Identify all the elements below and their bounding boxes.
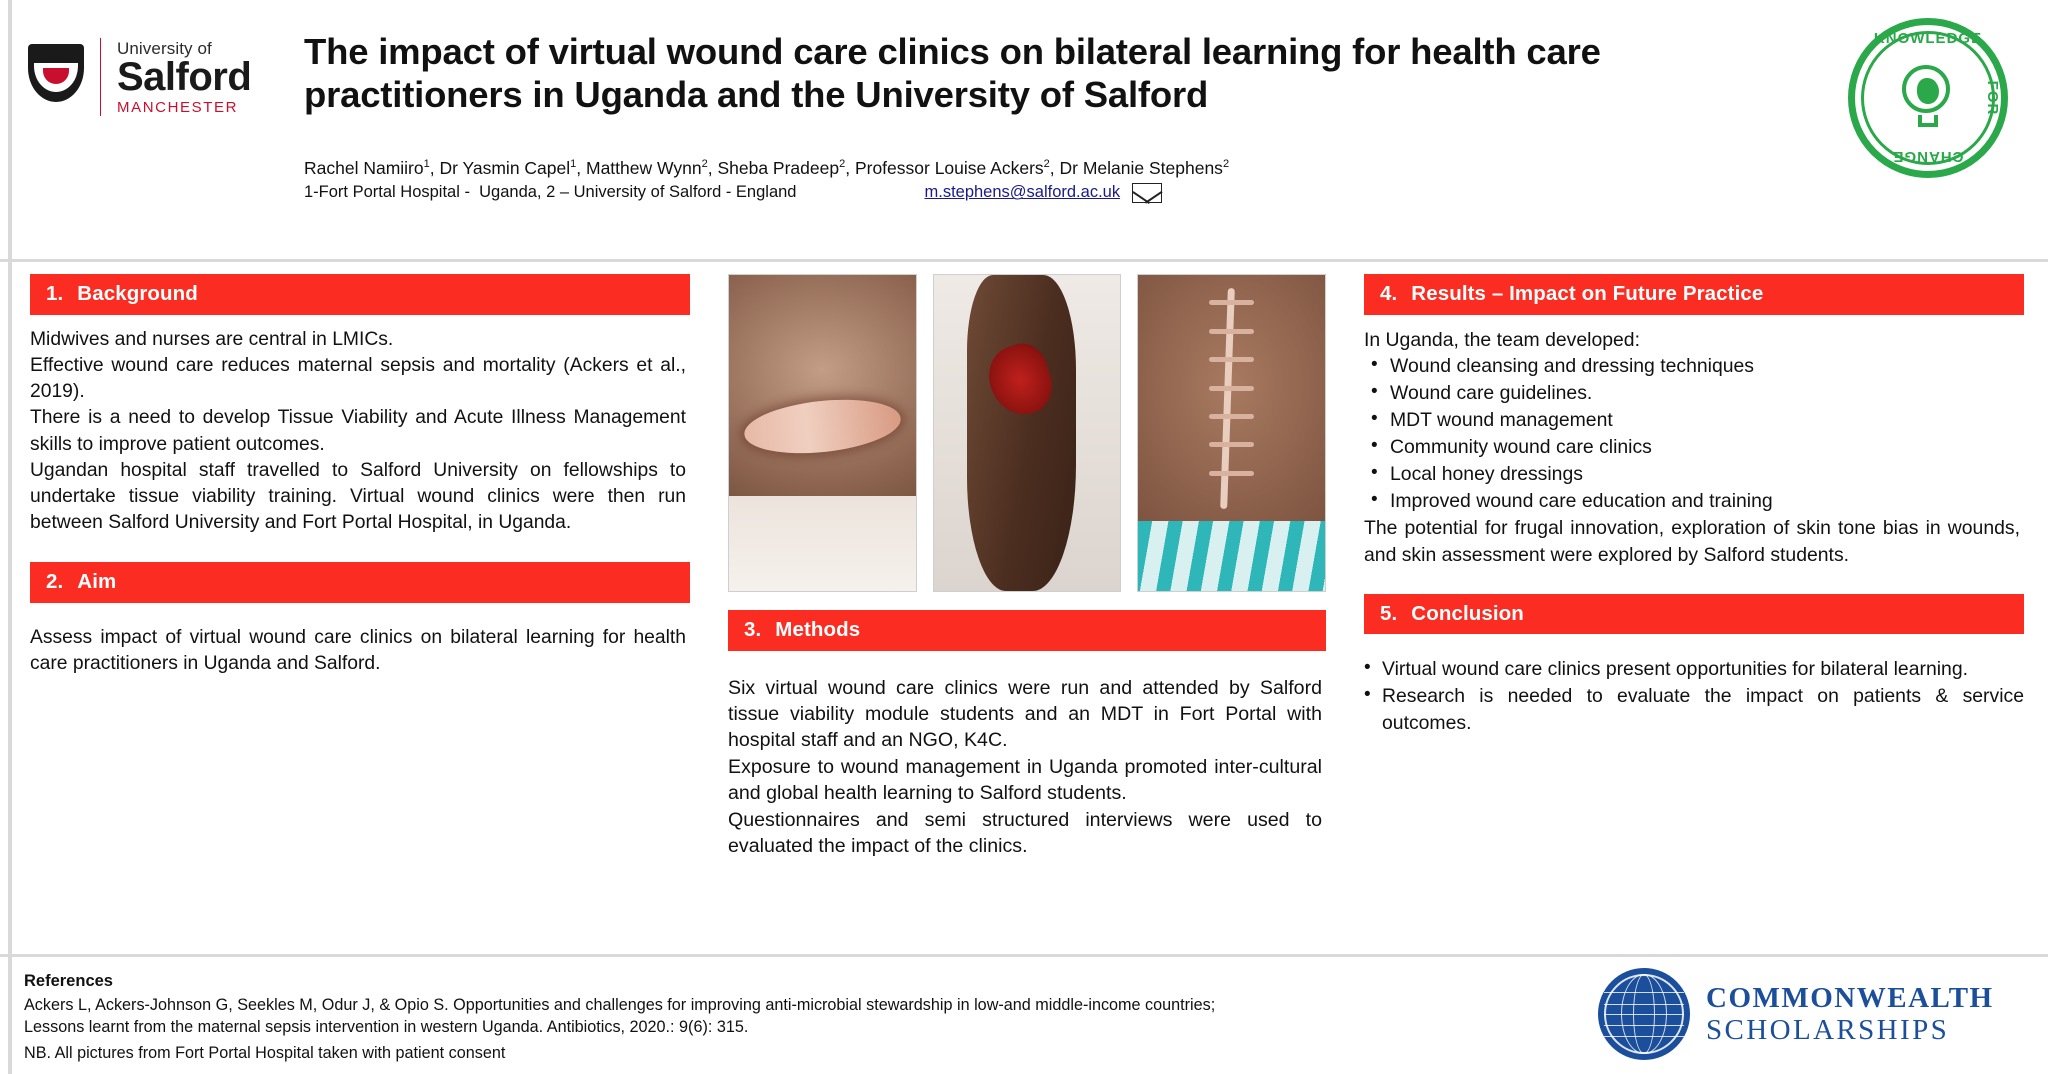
author-sup: 1 xyxy=(423,158,430,171)
aim-paragraph: Assess impact of virtual wound care clinics on bilateral learning for health care practitioners in Uganda and Salford. xyxy=(30,627,686,675)
university-logo-line3: MANCHESTER xyxy=(117,99,239,117)
aim-body xyxy=(30,625,690,677)
affiliation-row xyxy=(304,183,1828,203)
list-item: • Local honey dressings xyxy=(1364,461,2020,487)
wound-photo-hand xyxy=(933,274,1122,592)
commonwealth-logo-line2: SCHOLARSHIPS xyxy=(1706,1014,1950,1046)
list-item: • Research is needed to evaluate the impact on patients & service outcomes. xyxy=(1364,683,2024,735)
footer-divider xyxy=(0,954,2048,957)
section-header-aim xyxy=(30,562,690,603)
conclusion-bullet-list xyxy=(1364,656,2024,735)
reference-line: Lessons learnt from the maternal sepsis intervention in western Uganda. Antibiotics, 2020.: 9(6): 315. xyxy=(24,1018,749,1037)
section-title: Aim xyxy=(77,570,117,594)
results-intro: In Uganda, the team developed: xyxy=(1364,328,1640,351)
k4c-word-bottom: CHANGE xyxy=(1892,148,1964,165)
author-name: Sheba Pradeep xyxy=(717,158,840,179)
results-outro: The potential for frugal innovation, exploration of skin tone bias in wounds, and skin assessment were explored by Salford students. xyxy=(1364,517,2020,566)
methods-body xyxy=(728,675,1326,860)
commonwealth-logo-line1: COMMONWEALTH xyxy=(1706,981,1994,1014)
methods-paragraph: Exposure to wound management in Uganda promoted inter-cultural and global health learning to Salford students. xyxy=(728,755,1322,805)
column-right xyxy=(1350,274,2024,960)
author-name: Matthew Wynn xyxy=(586,158,702,179)
section-title: Results – Impact on Future Practice xyxy=(1411,282,1764,305)
list-item: • Community wound care clinics xyxy=(1364,434,2020,460)
author-sup: 2 xyxy=(701,158,708,171)
section-number: 2. xyxy=(46,570,64,594)
section-title: Background xyxy=(77,282,198,305)
university-logo xyxy=(24,14,274,116)
image-row xyxy=(728,274,1326,592)
section-header-results xyxy=(1364,274,2024,315)
methods-paragraph: Six virtual wound care clinics were run and attended by Salford tissue viability module students and an MDT in Fort Portal with hospital staff and an NGO, K4C. xyxy=(728,676,1322,752)
list-item: • Wound cleansing and dressing techniques xyxy=(1364,353,2020,379)
author-sup: 2 xyxy=(1222,158,1230,171)
salford-crest-icon xyxy=(24,38,88,108)
affiliations: 1-Fort Portal Hospital - Uganda, 2 – University of Salford - England xyxy=(304,183,797,202)
university-logo-line1: University of xyxy=(117,39,212,58)
commonwealth-scholarships-logo xyxy=(1598,962,2028,1060)
methods-paragraph: Questionnaires and semi structured interviews were used to evaluated the impact of the clinics. xyxy=(728,808,1322,858)
column-left xyxy=(30,274,690,960)
section-title: Methods xyxy=(775,618,861,641)
k4c-word-top: KNOWLEDGE xyxy=(1873,30,1983,47)
list-item: • MDT wound management xyxy=(1364,407,2020,433)
section-number: 1. xyxy=(46,282,64,305)
results-body xyxy=(1364,327,2024,568)
section-number: 4. xyxy=(1380,282,1398,305)
column-middle xyxy=(690,274,1350,960)
knowledge-for-change-logo xyxy=(1848,18,2008,178)
author-name: Professor Louise Ackers xyxy=(854,158,1044,179)
references-title: References xyxy=(24,972,113,990)
author-name: Rachel Namiiro xyxy=(304,158,424,179)
title-block xyxy=(274,14,1848,203)
background-paragraph: Midwives and nurses are central in LMICs. xyxy=(30,328,394,350)
background-paragraph: Effective wound care reduces maternal sepsis and mortality (Ackers et al., 2019). xyxy=(30,354,686,403)
reference-line: Ackers L, Ackers-Johnson G, Seekles M, Odur J, & Opio S. Opportunities and challenges for improving anti-microbial stewardship in low-and middle-income countries; xyxy=(24,996,1216,1014)
wound-photo-sutured xyxy=(1137,274,1326,592)
contact-email-link[interactable]: m.stephens@salford.ac.uk xyxy=(924,183,1121,202)
background-body xyxy=(30,327,690,537)
lightbulb-globe-icon xyxy=(1902,65,1954,131)
section-number: 5. xyxy=(1380,601,1398,625)
section-header-background xyxy=(30,274,690,315)
background-paragraph: Ugandan hospital staff travelled to Salford University on fellowships to undertake tissue viability training. Virtual wound clinics were then run between Salford University and Fort Portal Hospital, in Uganda. xyxy=(30,459,686,534)
envelope-icon xyxy=(1132,183,1162,203)
results-bullet-list xyxy=(1364,353,2020,515)
section-title: Conclusion xyxy=(1411,601,1524,625)
background-paragraph: There is a need to develop Tissue Viability and Acute Illness Management skills to improve patient outcomes. xyxy=(30,407,686,455)
poster-header xyxy=(0,0,2048,260)
poster-footer xyxy=(0,954,2048,1074)
list-item: • Virtual wound care clinics present opportunities for bilateral learning. xyxy=(1364,656,2024,682)
author-name: Dr Melanie Stephens xyxy=(1059,158,1223,179)
author-sup: 1 xyxy=(570,158,577,171)
references-block xyxy=(24,962,1598,1063)
poster-title: The impact of virtual wound care clinics on bilateral learning for health care practitioners in Uganda and the University of Salford xyxy=(304,31,1601,116)
logo-divider xyxy=(100,38,101,116)
author-list: Rachel Namiiro$^1$, Dr Yasmin Capel$^1$, Matthew Wynn$^2$, Sheba Pradeep$^2$, Professor Louise Ackers$^2$, Dr Melanie Stephens$^2$ xyxy=(304,158,1230,179)
section-header-conclusion xyxy=(1364,594,2024,635)
author-name: Dr Yasmin Capel xyxy=(439,158,571,179)
section-number: 3. xyxy=(744,618,762,641)
header-divider xyxy=(0,259,2048,262)
section-header-methods xyxy=(728,610,1326,651)
poster-body xyxy=(0,260,2048,960)
author-sup: 2 xyxy=(839,158,846,171)
author-sup: 2 xyxy=(1043,158,1050,171)
university-logo-line2: Salford xyxy=(117,55,252,100)
k4c-word-right: FOR xyxy=(1984,80,2002,116)
photo-consent-note: NB. All pictures from Fort Portal Hospital taken with patient consent xyxy=(24,1044,506,1063)
list-item: • Wound care guidelines. xyxy=(1364,380,2020,406)
globe-icon xyxy=(1598,968,1690,1060)
list-item: • Improved wound care education and training xyxy=(1364,488,2020,514)
wound-photo-abdominal xyxy=(728,274,917,592)
